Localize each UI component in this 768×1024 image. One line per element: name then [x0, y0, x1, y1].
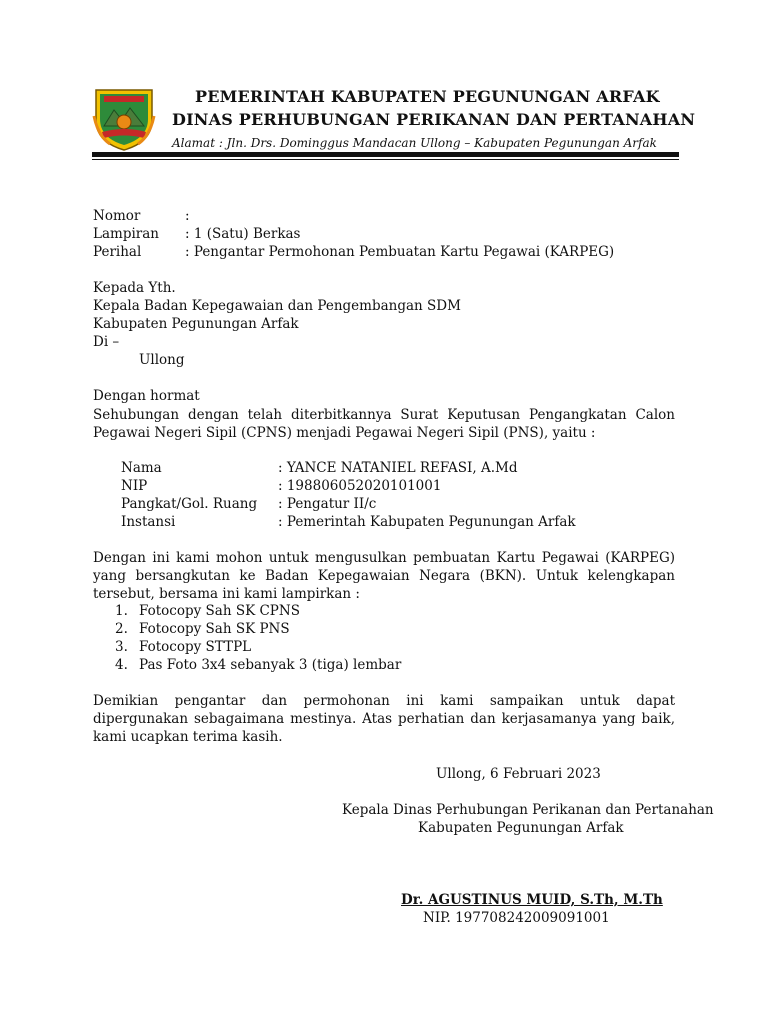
attachment-item: Fotocopy Sah SK CPNS	[139, 603, 300, 619]
recipient-location: Ullong	[139, 352, 185, 368]
perihal-label: Perihal	[93, 244, 142, 260]
recipient-salutation: Kepada Yth.	[93, 280, 176, 296]
place-date: Ullong, 6 Februari 2023	[436, 766, 601, 782]
signatory-nip: NIP. 197708242009091001	[423, 910, 610, 926]
attachment-number: 3.	[115, 639, 128, 655]
attachment-item: Pas Foto 3x4 sebanyak 3 (tiga) lembar	[139, 657, 402, 673]
pangkat-label: Pangkat/Gol. Ruang	[121, 496, 258, 512]
nama-label: Nama	[121, 460, 162, 476]
attachment-number: 4.	[115, 657, 128, 673]
instansi-value: : Pemerintah Kabupaten Pegunungan Arfak	[278, 514, 576, 530]
signatory-title: Kepala Dinas Perhubungan Perikanan dan Pertanahan	[342, 802, 714, 818]
nip-value: : 198806052020101001	[278, 478, 442, 494]
recipient-di: Di –	[93, 334, 120, 350]
letterhead-department: DINAS PERHUBUNGAN PERIKANAN DAN PERTANAHAN	[172, 110, 696, 129]
nip-label: NIP	[121, 478, 148, 494]
attachment-item: Fotocopy Sah SK PNS	[139, 621, 290, 637]
pangkat-value: : Pengatur II/c	[278, 496, 377, 512]
instansi-label: Instansi	[121, 514, 176, 530]
nama-value: : YANCE NATANIEL REFASI, A.Md	[278, 460, 518, 476]
letterhead-address: Alamat : Jln. Drs. Dominggus Mandacan Ullong – Kabupaten Pegunungan Arfak	[172, 136, 657, 150]
letterhead-government: PEMERINTAH KABUPATEN PEGUNUNGAN ARFAK	[195, 87, 660, 106]
perihal-value: : Pengantar Permohonan Pembuatan Kartu Pegawai (KARPEG)	[185, 244, 615, 260]
letterhead-rule-thick	[92, 152, 679, 157]
recipient-office: Kepala Badan Kepegawaian dan Pengembangan SDM	[93, 298, 461, 314]
attachment-number: 2.	[115, 621, 128, 637]
intro-paragraph: Sehubungan dengan telah diterbitkannya Surat Keputusan Pengangkatan Calon Pegawai Negeri Sipil (CPNS) menjadi Pegawai Negeri Sipil (PNS), yaitu :	[93, 407, 675, 441]
closing-paragraph: Demikian pengantar dan permohonan ini kami sampaikan untuk dapat dipergunakan sebagaimana mestinya. Atas perhatian dan kerjasamanya yang baik, kami ucapkan terima kasih.	[93, 693, 675, 745]
lampiran-label: Lampiran	[93, 226, 159, 242]
nomor-value: :	[185, 208, 190, 224]
request-paragraph: Dengan ini kami mohon untuk mengusulkan pembuatan Kartu Pegawai (KARPEG) yang bersangkutan ke Badan Kepegawaian Negara (BKN). Untuk kelengkapan tersebut, bersama ini kami lampirkan :	[93, 550, 675, 602]
attachment-number: 1.	[115, 603, 128, 619]
attachment-item: Fotocopy STTPL	[139, 639, 252, 655]
greeting: Dengan hormat	[93, 388, 200, 404]
letterhead-rule-thin	[92, 159, 679, 160]
lampiran-value: : 1 (Satu) Berkas	[185, 226, 301, 242]
signatory-name: Dr. AGUSTINUS MUID, S.Th, M.Th	[401, 892, 663, 908]
nomor-label: Nomor	[93, 208, 141, 224]
signatory-regency: Kabupaten Pegunungan Arfak	[418, 820, 624, 836]
recipient-regency: Kabupaten Pegunungan Arfak	[93, 316, 299, 332]
regency-coat-of-arms-icon	[92, 86, 156, 152]
